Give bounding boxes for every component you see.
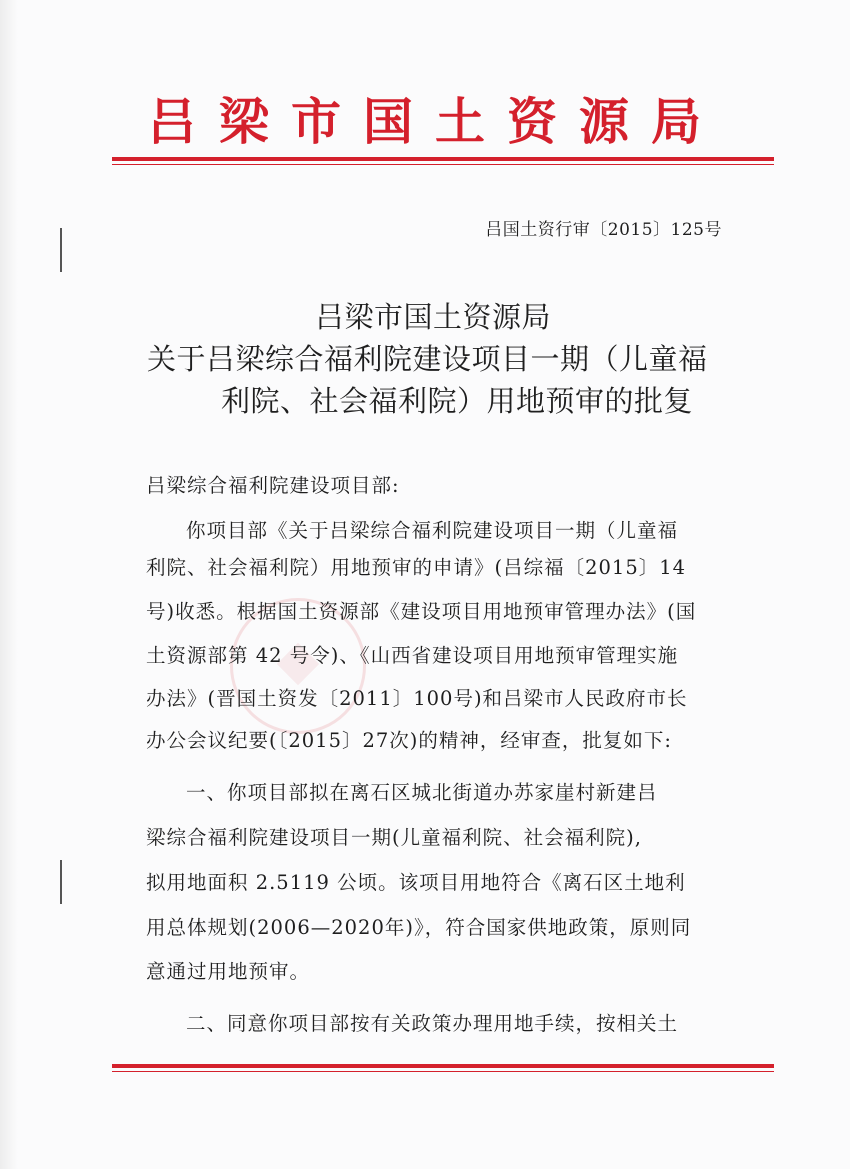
paragraph-2-line-5: 意通过用地预审。 <box>146 960 311 983</box>
paragraph-1-line-2: 利院、社会福利院）用地预审的申请》(吕综福〔2015〕14 <box>146 556 687 579</box>
scan-edge <box>0 0 18 1169</box>
paragraph-1-line-1: 你项目部《关于吕梁综合福利院建设项目一期（儿童福 <box>186 519 679 542</box>
title-line-2: 关于吕梁综合福利院建设项目一期（儿童福 <box>147 342 708 376</box>
red-rule-bottom-thick <box>112 1064 774 1068</box>
title-line-1: 吕梁市国土资源局 <box>315 300 552 334</box>
recipient-line: 吕梁综合福利院建设项目部: <box>146 474 400 497</box>
binder-hole-mark-top <box>60 228 62 272</box>
paragraph-3-line-1: 二、同意你项目部按有关政策办理用地手续，按相关土 <box>186 1012 679 1035</box>
document-number: 吕国土资行审〔2015〕125号 <box>485 220 722 240</box>
binder-hole-mark-bottom <box>60 860 62 904</box>
document-title <box>135 296 755 422</box>
paragraph-1-line-5: 办法》(晋国土资发〔2011〕100号)和吕梁市人民政府市长 <box>146 687 688 710</box>
red-rule-top-thick <box>112 157 774 161</box>
red-rule-top-thin <box>112 164 774 165</box>
paragraph-1-line-6: 办公会议纪要(〔2015〕27次)的精神，经审查，批复如下: <box>146 729 672 752</box>
paragraph-1-line-3: 号)收悉。根据国土资源部《建设项目用地预审管理办法》(国 <box>146 600 697 623</box>
paragraph-1-line-4: 土资源部第 42 号令)、《山西省建设项目用地预审管理实施 <box>146 644 679 667</box>
paragraph-2-line-3: 拟用地面积 2.5119 公顷。该项目用地符合《离石区土地利 <box>146 871 686 894</box>
paragraph-2-line-4: 用总体规划(2006—2020年)》，符合国家供地政策，原则同 <box>146 916 692 939</box>
organization-header: 吕梁市国土资源局 <box>147 92 723 151</box>
paragraph-2-line-1: 一、你项目部拟在离石区城北街道办苏家崖村新建吕 <box>186 781 658 804</box>
red-rule-bottom-thin <box>112 1071 774 1072</box>
title-line-3: 利院、社会福利院）用地预审的批复 <box>221 384 694 418</box>
paragraph-2-line-2: 梁综合福利院建设项目一期(儿童福利院、社会福利院), <box>146 826 642 849</box>
